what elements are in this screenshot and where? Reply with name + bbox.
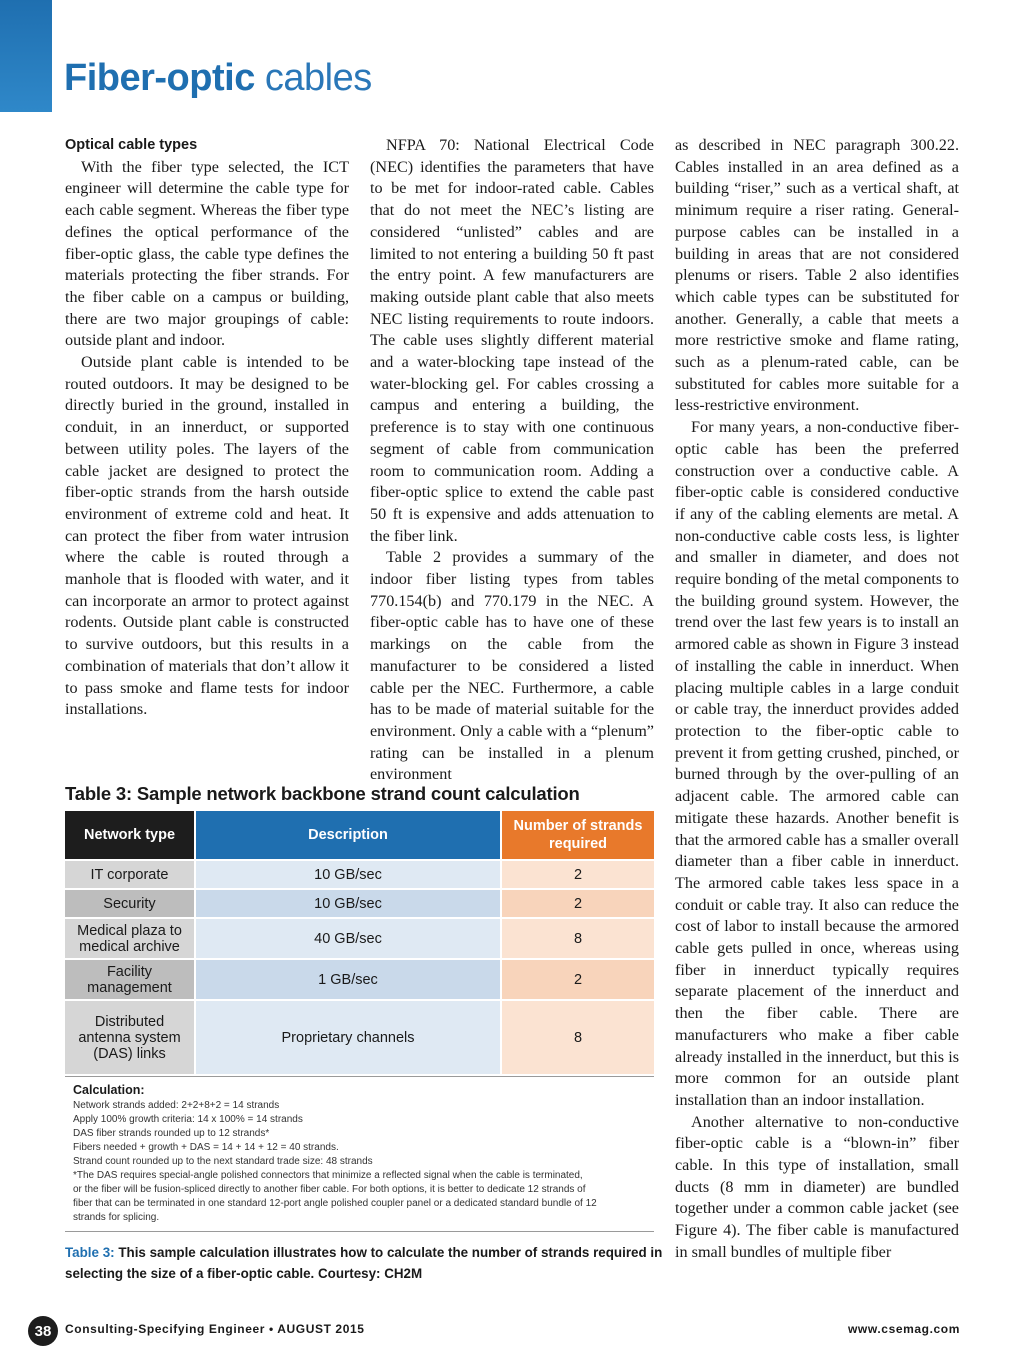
page-title-bold: Fiber-optic — [64, 57, 255, 99]
table-caption — [65, 1242, 665, 1284]
table-row — [65, 860, 654, 889]
page-title-rest: cables — [264, 57, 372, 99]
paragraph: With the fiber type selected, the ICT engineer will determine the cable type for each cable segment. Whereas the fiber type defines the optical performance of the fiber-optic glass, the cable type defines the materials protecting the fiber strands. For the fiber cable on a campus or building, there are two major groupings of cable: outside plant and indoor. — [65, 157, 349, 350]
cell-description: 10 GB/sec — [195, 889, 501, 918]
table-row — [65, 1000, 654, 1074]
article-column-1 — [65, 135, 349, 721]
article-column-2 — [370, 135, 654, 786]
calculation-line: or the fiber will be fusion-spliced directly to another fiber cable. For both options, it is better to dedicate 12 strands of — [73, 1184, 586, 1195]
cell-description: 1 GB/sec — [195, 959, 501, 1000]
table-row — [65, 889, 654, 918]
cell-description: Proprietary channels — [195, 1000, 501, 1074]
calculation-box — [65, 1076, 654, 1232]
cell-description: 10 GB/sec — [195, 860, 501, 889]
cell-network-type: Facility management — [65, 959, 195, 1000]
calculation-line: *The DAS requires special-angle polished connectors that minimize a reflected signal when the cable is terminated, — [73, 1170, 583, 1181]
calculation-line: fiber that can be terminated in one standard 12-port angle polished coupler panel or a dedicated standard bundle of 12 — [73, 1198, 597, 1209]
cell-strands: 2 — [501, 860, 654, 889]
cell-network-type: Distributed antenna system (DAS) links — [65, 1000, 195, 1074]
calculation-line: Network strands added: 2+2+8+2 = 14 strands — [73, 1100, 280, 1111]
caption-label: Table 3: — [65, 1245, 115, 1260]
paragraph: Another alternative to non-conductive fiber-optic cable is a “blown-in” fiber cable. In this type of installation, small ducts (8 mm in diameter) are bundled together under a common cable jacket (see Figure 4). The fiber cable is manufactured in small bundles of multiple fiber — [675, 1112, 959, 1261]
paragraph: For many years, a non-conductive fiber-optic cable has been the preferred construction over a conductive cable. A fiber-optic cable is considered conductive if any of the cabling elements are metal. A non-conductive cable costs less, is lighter and smaller in diameter, and does not require bonding of the metal components to the building ground system. However, the trend over the last few years is to install an armored cable as shown in Figure 3 instead of installing the cable in innerduct. When placing multiple cables in a large conduit or cable tray, the innerduct provides added protection to the fiber-optic cable to prevent it from getting crushed, pinched, or burned through by the over-pulling of an adjacent cable. The armored cable can mitigate these hazards. Another benefit is that the armored cable has a smaller overall diameter than a fiber cable in innerduct. The armored cable takes less space in a conduit or cable tray. It also can reduce the cost of labor to install because the armored cable gets pulled in once, whereas using fiber in innerduct typically requires separate placement of the innerduct and then the fiber cable. There are manufacturers who make a fiber cable already installed in the innerduct, but this is more common for an outside plant installation than an indoor installation. — [675, 418, 959, 1109]
article-column-3 — [675, 135, 959, 1264]
cell-network-type: IT corporate — [65, 860, 195, 889]
calculation-title: Calculation: — [73, 1083, 145, 1097]
cell-description: 40 GB/sec — [195, 918, 501, 959]
calculation-line: DAS fiber strands rounded up to 12 strands* — [73, 1128, 270, 1139]
paragraph: Outside plant cable is intended to be routed outdoors. It may be designed to be directly buried in the ground, installed in conduit, in an innerduct, or supported between utility poles. The layers of the cable jacket are designed to protect the fiber-optic strands from the harsh outside environment of extreme cold and heat. It can protect the fiber from water intrusion where the cable is routed through a manhole that is flooded with water, and it can incorporate an armor to protect against rodents. Outside plant cable is constructed to survive outdoors, but this results in a combination of materials that don’t allow it to pass smoke and flame tests for indoor installations. — [65, 353, 349, 719]
cell-strands: 8 — [501, 1000, 654, 1074]
paragraph: NFPA 70: National Electrical Code (NEC) identifies the parameters that have to be met for indoor-rated cable. Cables that do not meet the NEC’s listing are considered “unlisted” cables and are limited to not entering a building 50 ft past the entry point. A few manufacturers are making outside plant cable that also meets NEC listing requirements to route indoors. The cable uses slightly different material and a water-blocking tape instead of the water-blocking gel. For cables crossing a campus and entering a building, the preference is to stay with one continuous segment of cable from communication room to communication room. Adding a fiber-optic splice to extend the cable past 50 ft is expensive and adds attenuation to the fiber link. — [370, 136, 654, 545]
table-3 — [65, 783, 654, 1232]
page-number-badge: 38 — [28, 1316, 58, 1346]
page-title — [64, 58, 372, 100]
edge-color-bar — [0, 0, 52, 112]
table-row — [65, 959, 654, 1000]
strand-count-table — [65, 811, 654, 1074]
caption-text: This sample calculation illustrates how to calculate the number of strands required in selecting the size of a fiber-optic cable. Courtesy: CH2M — [65, 1245, 663, 1281]
cell-network-type: Medical plaza to medical archive — [65, 918, 195, 959]
table-title: Table 3: Sample network backbone strand count calculation — [65, 783, 580, 804]
column-header-network-type: Network type — [65, 811, 195, 860]
cell-strands: 8 — [501, 918, 654, 959]
calculation-line: Fibers needed + growth + DAS = 14 + 14 + 12 = 40 strands. — [73, 1142, 339, 1153]
calculation-line: strands for splicing. — [73, 1212, 160, 1223]
column-header-description: Description — [195, 811, 501, 860]
cell-strands: 2 — [501, 959, 654, 1000]
page-footer — [28, 1316, 960, 1346]
section-subhead: Optical cable types — [65, 137, 198, 153]
paragraph: Table 2 provides a summary of the indoor fiber listing types from tables 770.154(b) and 770.179 in the NEC. A fiber-optic cable has to have one of these markings on the cable from the manufacturer to be considered a listed cable per the NEC. Furthermore, a cable has to be made of material suitable for the environment. Only a cable with a “plenum” rating can be installed in a plenum environment — [370, 548, 654, 784]
calculation-line: Strand count rounded up to the next standard trade size: 48 strands — [73, 1156, 373, 1167]
cell-network-type: Security — [65, 889, 195, 918]
magazine-credit: Consulting-Specifying Engineer • AUGUST 2015 — [65, 1322, 365, 1336]
website-link[interactable]: www.csemag.com — [848, 1322, 960, 1336]
calculation-line: Apply 100% growth criteria: 14 x 100% = 14 strands — [73, 1114, 303, 1125]
paragraph: as described in NEC paragraph 300.22. Cables installed in an area defined as a building “riser,” such as a vertical shaft, at minimum require a riser rating. General-purpose cables can be installed in a building in areas that are not considered plenums or risers. Table 2 also identifies which cable types can be substituted for another. Generally, a cable that meets a more restrictive smoke and flame rating, such as a plenum-rated cable, can be substituted for cables more suitable for a less-restrictive environment. — [675, 136, 959, 415]
column-header-strands: Number of strands required — [501, 811, 654, 860]
table-row — [65, 918, 654, 959]
cell-strands: 2 — [501, 889, 654, 918]
